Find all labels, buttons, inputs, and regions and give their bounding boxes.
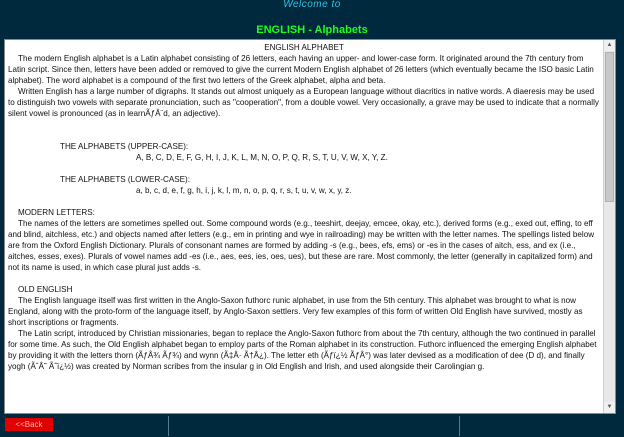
uppercase-letters: A, B, C, D, E, F, G, H, I, J, K, L, M, N, O, P, Q, R, S, T, U, V, W, X, Y, Z. — [136, 153, 388, 162]
scroll-thumb[interactable] — [605, 52, 614, 202]
lowercase-letters: a, b, c, d, e, f, g, h, i, j, k, l, m, n, o, p, q, r, s, t, u, v, w, x, y, z. — [136, 186, 352, 195]
welcome-text: Welcome to — [283, 0, 341, 10]
footer-divider — [168, 416, 169, 436]
old-english-heading: OLD ENGLISH — [18, 285, 73, 294]
modern-letters-heading: MODERN LETTERS: — [18, 208, 95, 217]
article-heading: ENGLISH ALPHABET — [264, 43, 344, 52]
page-title: ENGLISH - Alphabets — [256, 24, 368, 36]
old-english-paragraph-2: The Latin script, introduced by Christian missionaries, began to replace the Anglo-Saxon futhorc from about the 7th century, although the two continued in parallel for some time. As such, the Old English alphabet began to employ parts of the Roman alphabet in its construction. Futhorc influenced the emerging English alphabet by providing it with the letters thorn (ÃƒÅ¾ Ãƒ¾) and wynn (Ã‡Â· Ã†Â¿). The letter eth (Ãƒï¿½ ÃƒÂ°) was later devised as a modification of dee (D d), and finally yogh (ÃˆÂ˜ Ãˆï¿½) was created by Norman scribes from the insular g in Old English and Irish, and used alongside their Carolingian g. — [8, 329, 597, 371]
vertical-scrollbar[interactable] — [603, 40, 615, 413]
article-content — [5, 40, 603, 413]
intro-paragraph-2: Written English has a large number of digraphs. It stands out almost uniquely as a European language without diacritics in native words. A diaeresis may be used to distinguish two vowels with separate pronunciation, such as "cooperation", from a double vowel. Very occasionally, a grave may be used to indicate that a normally silent vowel is pronounced (as in learnÃƒÂ¨d, an adjective). — [8, 87, 599, 118]
scroll-up-arrow-icon[interactable]: ▲ — [604, 40, 615, 51]
intro-paragraph-1: The modern English alphabet is a Latin alphabet consisting of 26 letters, each having an upper- and lower-case form. It originated around the 7th century from Latin script. Since then, letters have been added or removed to give the current Modern English alphabet of 26 letters (which eventually became the ISO basic Latin alphabet). The word alphabet is a compound of the first two letters of the Greek alphabet, alpha and beta. — [8, 54, 594, 85]
content-frame[interactable] — [4, 39, 616, 414]
modern-letters-paragraph: The names of the letters are sometimes spelled out. Some compound words (e.g., teeshirt, deejay, emcee, okay, etc.), derived forms (e.g., exed out, effing, to eff and blind, aitchless, etc.) and objects named after letters (e.g., em in printing and wye in railroading) may be written with the letter names. The spellings listed below are from the Oxford English Dictionary. Plurals of consonant names are formed by adding -s (e.g., bees, efs, ems) or -es in the cases of aitch, ess, and ex (i.e., aitches, esses, exes). Plurals of vowel names add -es (i.e., aes, ees, ies, oes, ues), but these are rare. Most commonly, the letter (generally in capitalized form) and not its name is used, in which case plural just adds -s. — [8, 219, 595, 272]
uppercase-heading: THE ALPHABETS (UPPER-CASE): — [60, 142, 189, 151]
old-english-paragraph-1: The English language itself was first written in the Anglo-Saxon futhorc runic alphabet, in use from the 5th century. This alphabet was brought to what is now England, along with the proto-form of the language itself, by Anglo-Saxon settlers. Very few examples of this form of written Old English have survived, mostly as short inscriptions or fragments. — [8, 296, 583, 327]
scroll-down-arrow-icon[interactable]: ▼ — [604, 402, 615, 413]
back-button[interactable]: <<Back — [5, 418, 53, 431]
footer-divider — [459, 416, 460, 436]
lowercase-heading: THE ALPHABETS (LOWER-CASE): — [60, 175, 190, 184]
